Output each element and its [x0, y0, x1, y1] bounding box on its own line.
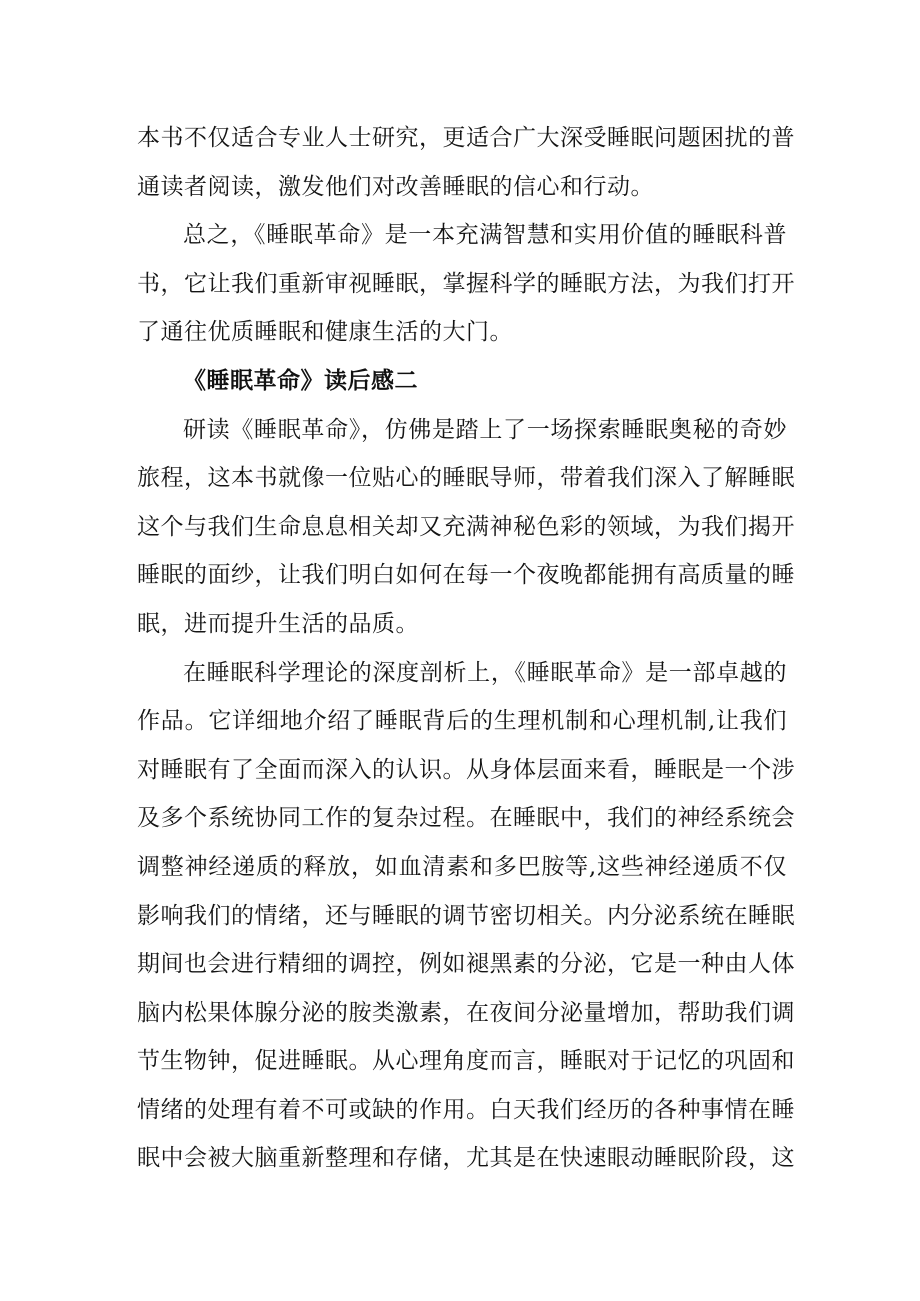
text-line: 影响我们的情绪，还与睡眠的调节密切相关。内分泌系统在睡眠 [137, 902, 795, 929]
continuation-paragraph [137, 114, 795, 211]
text-line: 眠，进而提升生活的品质。 [137, 610, 419, 637]
summary-paragraph [137, 211, 795, 357]
document-body [137, 114, 795, 1183]
text-line: 总之，《睡眠革命》是一本充满智慧和实用价值的睡眠科普 [183, 222, 787, 249]
text-line: 脑内松果体腺分泌的胺类激素，在夜间分泌量增加，帮助我们调 [137, 999, 795, 1026]
text-line: 节生物钟，促进睡眠。从心理角度而言，睡眠对于记忆的巩固和 [137, 1048, 795, 1075]
text-line: 对睡眠有了全面而深入的认识。从身体层面来看，睡眠是一个涉 [137, 756, 795, 783]
text-line: 调整神经递质的释放，如血清素和多巴胺等,这些神经递质不仅 [137, 853, 787, 880]
text-line: 期间也会进行精细的调控，例如褪黑素的分泌，它是一种由人体 [137, 951, 795, 978]
paragraph-intro [137, 406, 795, 649]
text-line: 在睡眠科学理论的深度剖析上，《睡眠革命》是一部卓越的 [183, 659, 787, 686]
text-line: 作品。它详细地介绍了睡眠背后的生理机制和心理机制,让我们 [137, 708, 787, 735]
paragraph-science [137, 649, 795, 1184]
text-line: 通读者阅读，激发他们对改善睡眠的信心和行动。 [137, 173, 654, 200]
text-line: 及多个系统协同工作的复杂过程。在睡眠中，我们的神经系统会 [137, 805, 795, 832]
text-line: 睡眠的面纱，让我们明白如何在每一个夜晚都能拥有高质量的睡 [137, 562, 795, 589]
text-line: 书，它让我们重新审视睡眠，掌握科学的睡眠方法，为我们打开 [137, 270, 795, 297]
text-line: 情绪的处理有着不可或缺的作用。白天我们经历的各种事情在睡 [137, 1096, 795, 1123]
text-line: 旅程，这本书就像一位贴心的睡眠导师，带着我们深入了解睡眠 [137, 465, 795, 492]
section-title: 《睡眠革命》读后感二 [183, 367, 418, 394]
text-line: 了通往优质睡眠和健康生活的大门。 [137, 319, 513, 346]
text-line: 这个与我们生命息息相关却又充满神秘色彩的领域，为我们揭开 [137, 513, 795, 540]
text-line: 研读《睡眠革命》，仿佛是踏上了一场探索睡眠奥秘的奇妙 [183, 416, 787, 443]
text-line: 本书不仅适合专业人士研究，更适合广大深受睡眠问题困扰的普 [137, 125, 795, 151]
text-line: 眠中会被大脑重新整理和存储，尤其是在快速眼动睡眠阶段，这 [137, 1145, 795, 1172]
